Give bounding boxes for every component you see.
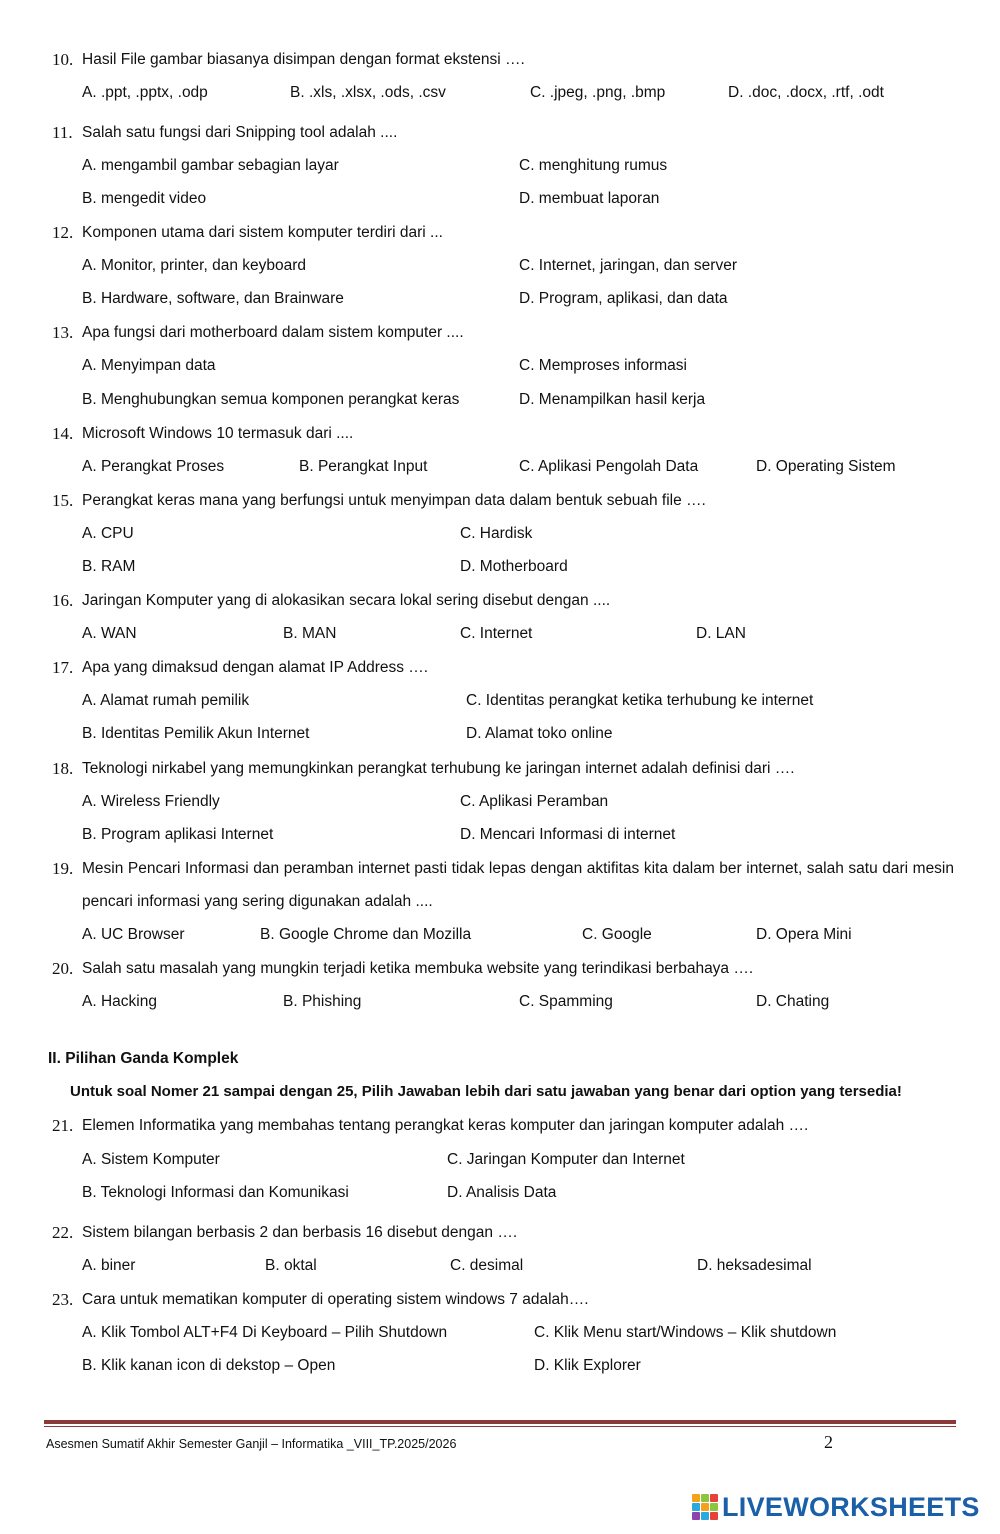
question-number: 22. (52, 1223, 74, 1242)
question-text: Salah satu fungsi dari Snipping tool adalah .... (82, 124, 398, 141)
option-b[interactable]: B. Teknologi Informasi dan Komunikasi (82, 1184, 349, 1201)
option-c[interactable]: C. Hardisk (460, 525, 533, 542)
option-b[interactable]: B. Phishing (283, 993, 362, 1010)
liveworksheets-logo[interactable] (692, 1492, 980, 1522)
option-b[interactable]: B. RAM (82, 558, 136, 575)
question-number: 17. (52, 658, 74, 677)
brand-name: LIVEWORKSHEETS (722, 1491, 980, 1522)
option-b[interactable]: B. Identitas Pemilik Akun Internet (82, 725, 310, 742)
option-d[interactable]: D. Program, aplikasi, dan data (519, 290, 728, 307)
question-number: 18. (52, 759, 74, 778)
option-c[interactable]: C. menghitung rumus (519, 157, 668, 174)
option-d[interactable]: D. membuat laporan (519, 190, 660, 207)
option-a[interactable]: A. .ppt, .pptx, .odp (82, 84, 208, 101)
question-text: Sistem bilangan berbasis 2 dan berbasis 16 disebut dengan …. (82, 1224, 518, 1241)
question-text: Jaringan Komputer yang di alokasikan secara lokal sering disebut dengan .... (82, 592, 611, 609)
question-text: Teknologi nirkabel yang memungkinkan perangkat terhubung ke jaringan internet adalah definisi dari …. (82, 760, 795, 777)
option-d[interactable]: D. Analisis Data (447, 1184, 557, 1201)
option-c[interactable]: C. Klik Menu start/Windows – Klik shutdown (534, 1324, 837, 1341)
option-c[interactable]: C. Memproses informasi (519, 357, 687, 374)
question-number: 20. (52, 959, 74, 978)
question-text: Cara untuk mematikan komputer di operating sistem windows 7 adalah…. (82, 1291, 589, 1308)
option-a[interactable]: A. UC Browser (82, 926, 185, 943)
option-d[interactable]: D. heksadesimal (697, 1257, 812, 1274)
question-number: 21. (52, 1116, 74, 1135)
option-d[interactable]: D. .doc, .docx, .rtf, .odt (728, 84, 884, 101)
option-c[interactable]: C. Internet (460, 625, 533, 642)
question-number: 12. (52, 223, 74, 242)
option-b[interactable]: B. Google Chrome dan Mozilla (260, 926, 472, 943)
option-a[interactable]: A. Monitor, printer, dan keyboard (82, 257, 307, 274)
option-a[interactable]: A. CPU (82, 525, 134, 542)
option-a[interactable]: A. Alamat rumah pemilik (82, 692, 250, 709)
question-text: Mesin Pencari Informasi dan peramban internet pasti tidak lepas dengan aktifitas kita dalam ber internet, salah satu dari mesin pencari informasi yang sering digunakan adalah .... (82, 860, 954, 910)
option-b[interactable]: B. .xls, .xlsx, .ods, .csv (290, 84, 446, 101)
question-number: 19. (52, 859, 74, 878)
option-d[interactable]: D. Menampilkan hasil kerja (519, 391, 706, 408)
option-a[interactable]: A. biner (82, 1257, 136, 1274)
option-a[interactable]: A. Sistem Komputer (82, 1151, 220, 1168)
option-b[interactable]: B. mengedit video (82, 190, 207, 207)
question-text: Komponen utama dari sistem komputer terdiri dari ... (82, 224, 443, 241)
question-number: 16. (52, 591, 74, 610)
footer-text: Asesmen Sumatif Akhir Semester Ganjil – Informatika _VIII_TP.2025/2026 (46, 1437, 457, 1451)
question-number: 23. (52, 1290, 74, 1309)
option-c[interactable]: C. Aplikasi Pengolah Data (519, 458, 699, 475)
option-a[interactable]: A. WAN (82, 625, 137, 642)
option-d[interactable]: D. LAN (696, 625, 746, 642)
option-b[interactable]: B. Menghubungkan semua komponen perangkat keras (82, 391, 460, 408)
footer-rule-thin (44, 1426, 956, 1427)
option-d[interactable]: D. Chating (756, 993, 830, 1010)
section-title: II. Pilihan Ganda Komplek (48, 1050, 239, 1067)
footer-rule (44, 1420, 956, 1424)
question-text: Perangkat keras mana yang berfungsi untuk menyimpan data dalam bentuk sebuah file …. (82, 492, 706, 509)
option-d[interactable]: D. Opera Mini (756, 926, 852, 943)
option-c[interactable]: C. Google (582, 926, 652, 943)
option-c[interactable]: C. Jaringan Komputer dan Internet (447, 1151, 685, 1168)
option-d[interactable]: D. Operating Sistem (756, 458, 896, 475)
question-text: Hasil File gambar biasanya disimpan dengan format ekstensi …. (82, 51, 525, 68)
question-number: 13. (52, 323, 74, 342)
option-c[interactable]: C. Identitas perangkat ketika terhubung ke internet (466, 692, 814, 709)
option-a[interactable]: A. Klik Tombol ALT+F4 Di Keyboard – Pilih Shutdown (82, 1324, 448, 1341)
option-b[interactable]: B. Klik kanan icon di dekstop – Open (82, 1357, 336, 1374)
section-instruction: Untuk soal Nomer 21 sampai dengan 25, Pilih Jawaban lebih dari satu jawaban yang benar dari option yang tersedia! (70, 1083, 902, 1100)
option-c[interactable]: C. Internet, jaringan, dan server (519, 257, 737, 274)
option-a[interactable]: A. mengambil gambar sebagian layar (82, 157, 339, 174)
option-b[interactable]: B. Program aplikasi Internet (82, 826, 274, 843)
option-b[interactable]: B. Perangkat Input (299, 458, 428, 475)
option-a[interactable]: A. Perangkat Proses (82, 458, 225, 475)
option-d[interactable]: D. Alamat toko online (466, 725, 613, 742)
option-a[interactable]: A. Menyimpan data (82, 357, 216, 374)
grid-logo-icon (692, 1494, 718, 1520)
option-d[interactable]: D. Klik Explorer (534, 1357, 641, 1374)
option-d[interactable]: D. Motherboard (460, 558, 568, 575)
question-text: Microsoft Windows 10 termasuk dari .... (82, 425, 354, 442)
option-c[interactable]: C. .jpeg, .png, .bmp (530, 84, 666, 101)
option-b[interactable]: B. Hardware, software, dan Brainware (82, 290, 344, 307)
question-text: Elemen Informatika yang membahas tentang perangkat keras komputer dan jaringan komputer adalah …. (82, 1117, 809, 1134)
question-text: Apa yang dimaksud dengan alamat IP Address …. (82, 659, 429, 676)
option-a[interactable]: A. Hacking (82, 993, 157, 1010)
question-number: 10. (52, 50, 74, 69)
option-d[interactable]: D. Mencari Informasi di internet (460, 826, 676, 843)
option-b[interactable]: B. MAN (283, 625, 337, 642)
option-c[interactable]: C. desimal (450, 1257, 524, 1274)
page-number: 2 (824, 1432, 833, 1452)
question-number: 11. (52, 123, 73, 142)
question-number: 14. (52, 424, 74, 443)
option-b[interactable]: B. oktal (265, 1257, 317, 1274)
question-text: Salah satu masalah yang mungkin terjadi ketika membuka website yang terindikasi berbahaya …. (82, 960, 754, 977)
option-a[interactable]: A. Wireless Friendly (82, 793, 220, 810)
question-text: Apa fungsi dari motherboard dalam sistem komputer .... (82, 324, 464, 341)
question-number: 15. (52, 491, 74, 510)
option-c[interactable]: C. Spamming (519, 993, 613, 1010)
option-c[interactable]: C. Aplikasi Peramban (460, 793, 609, 810)
